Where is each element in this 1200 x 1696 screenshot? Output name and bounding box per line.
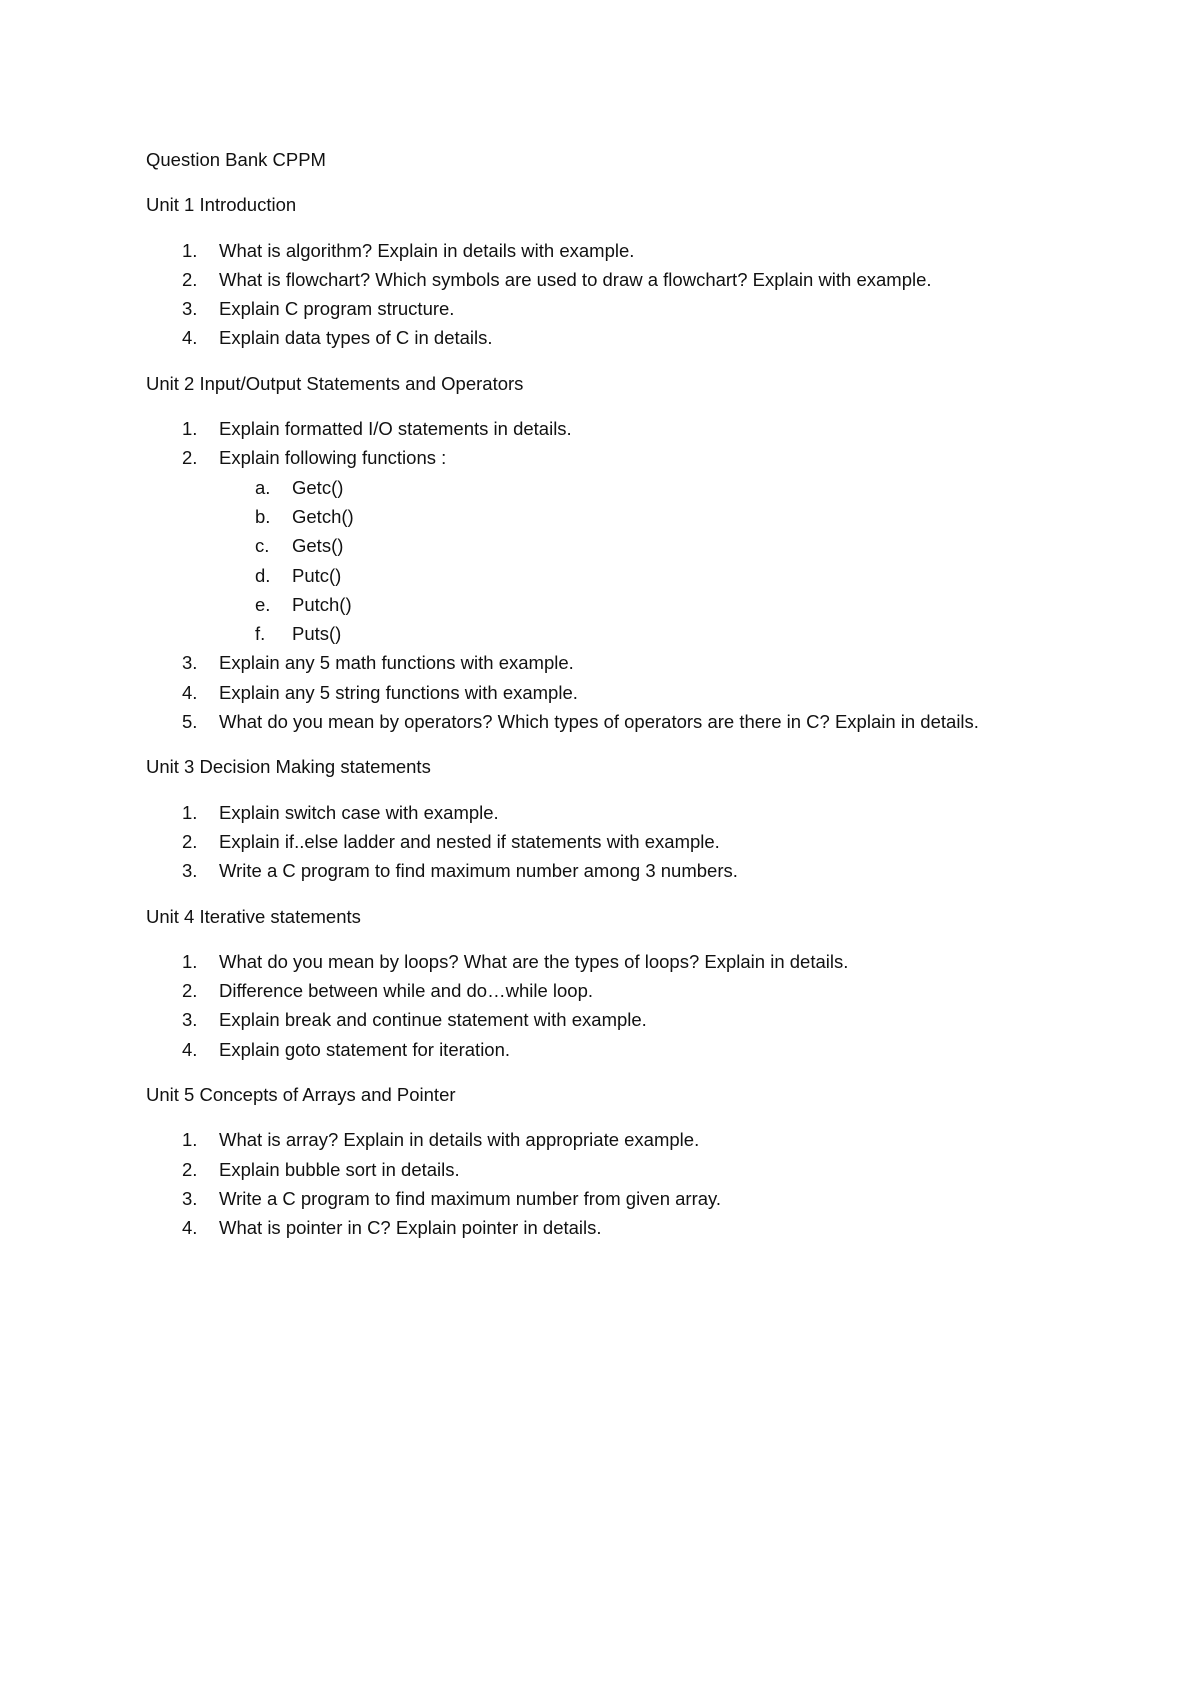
unit-heading: Unit 2 Input/Output Statements and Operators: [146, 372, 524, 394]
question-text: Explain break and continue statement with example.: [219, 1009, 647, 1031]
question-number: 2.: [182, 268, 198, 290]
subitem-text: Putc(): [292, 564, 342, 586]
question-number: 2.: [182, 830, 198, 852]
function-sublist: [219, 473, 1106, 649]
question-list: [146, 236, 1106, 353]
question-number: 4.: [182, 1217, 198, 1239]
question-number: 3.: [182, 298, 198, 320]
question-text: Explain any 5 string functions with example.: [219, 681, 578, 703]
unit-heading: Unit 3 Decision Making statements: [146, 756, 431, 778]
question-list: [146, 947, 1106, 1064]
question-text: What is algorithm? Explain in details with example.: [219, 239, 635, 261]
question-number: 2.: [182, 1158, 198, 1180]
question-item: [146, 707, 1106, 736]
unit-section: [146, 752, 1106, 885]
subitem-letter: a.: [255, 476, 271, 498]
question-item: [146, 1213, 1106, 1242]
question-text: Explain bubble sort in details.: [219, 1158, 460, 1180]
subitem-letter: f.: [255, 623, 266, 645]
question-number: 3.: [182, 1187, 198, 1209]
question-item: [146, 1184, 1106, 1213]
question-number: 1.: [182, 1129, 198, 1151]
subitem-text: Puts(): [292, 623, 342, 645]
question-item: [146, 798, 1106, 827]
question-text: Explain any 5 math functions with example.: [219, 652, 574, 674]
question-number: 1.: [182, 950, 198, 972]
question-text: Write a C program to find maximum number among 3 numbers.: [219, 860, 738, 882]
question-item: [146, 1035, 1106, 1064]
question-number: 3.: [182, 860, 198, 882]
question-text: Explain if..else ladder and nested if statements with example.: [219, 830, 720, 852]
question-text: Explain goto statement for iteration.: [219, 1038, 511, 1060]
unit-section: [146, 902, 1106, 1064]
subitem-letter: d.: [255, 564, 271, 586]
unit-heading: Unit 4 Iterative statements: [146, 905, 361, 927]
unit-section: [146, 369, 1106, 737]
question-item: [146, 648, 1106, 677]
question-item: [146, 323, 1106, 352]
subitem-text: Putch(): [292, 593, 352, 615]
units-container: [146, 190, 1106, 1242]
question-text: Write a C program to find maximum number from given array.: [219, 1187, 722, 1209]
question-text: Difference between while and do…while loop.: [219, 980, 594, 1002]
subitem-letter: c.: [255, 535, 270, 557]
subitem-text: Getch(): [292, 505, 354, 527]
document-body: [146, 145, 1106, 1259]
question-text: Explain formatted I/O statements in details.: [219, 418, 572, 440]
question-number: 2.: [182, 980, 198, 1002]
question-number: 3.: [182, 1009, 198, 1031]
function-subitem: [219, 531, 1106, 560]
question-text: Explain C program structure.: [219, 298, 455, 320]
question-number: 1.: [182, 418, 198, 440]
question-item: [146, 976, 1106, 1005]
document-title: Question Bank CPPM: [146, 149, 326, 170]
function-subitem: [219, 473, 1106, 502]
question-text: Explain data types of C in details.: [219, 327, 493, 349]
question-text: What is array? Explain in details with appropriate example.: [219, 1129, 700, 1151]
question-item: [146, 236, 1106, 265]
question-number: 1.: [182, 239, 198, 261]
question-item: [146, 947, 1106, 976]
function-subitem: [219, 590, 1106, 619]
function-subitem: [219, 619, 1106, 648]
function-subitem: [219, 502, 1106, 531]
unit-heading: Unit 1 Introduction: [146, 194, 297, 216]
question-number: 4.: [182, 327, 198, 349]
function-subitem: [219, 561, 1106, 590]
question-list: [146, 1125, 1106, 1242]
question-number: 3.: [182, 652, 198, 674]
question-item: [146, 294, 1106, 323]
question-text: What is flowchart? Which symbols are used to draw a flowchart? Explain with example.: [219, 268, 932, 290]
question-item: [146, 1005, 1106, 1034]
question-text: What do you mean by loops? What are the types of loops? Explain in details.: [219, 950, 849, 972]
question-number: 4.: [182, 681, 198, 703]
question-number: 5.: [182, 711, 198, 733]
unit-section: [146, 1080, 1106, 1242]
question-item: [146, 443, 1106, 648]
subitem-text: Getc(): [292, 476, 344, 498]
unit-section: [146, 190, 1106, 352]
question-item: [146, 265, 1106, 294]
question-text: What do you mean by operators? Which types of operators are there in C? Explain in details.: [219, 711, 979, 733]
question-number: 1.: [182, 801, 198, 823]
subitem-letter: e.: [255, 593, 271, 615]
question-item: [146, 678, 1106, 707]
unit-heading: Unit 5 Concepts of Arrays and Pointer: [146, 1084, 456, 1106]
question-item: [146, 856, 1106, 885]
question-number: 4.: [182, 1038, 198, 1060]
question-item: [146, 827, 1106, 856]
subitem-text: Gets(): [292, 535, 344, 557]
question-text: Explain following functions :: [219, 447, 447, 469]
question-item: [146, 1125, 1106, 1154]
question-item: [146, 1155, 1106, 1184]
subitem-letter: b.: [255, 505, 271, 527]
question-list: [146, 414, 1106, 736]
question-number: 2.: [182, 447, 198, 469]
question-item: [146, 414, 1106, 443]
question-text: What is pointer in C? Explain pointer in details.: [219, 1217, 602, 1239]
question-text: Explain switch case with example.: [219, 801, 499, 823]
question-list: [146, 798, 1106, 886]
